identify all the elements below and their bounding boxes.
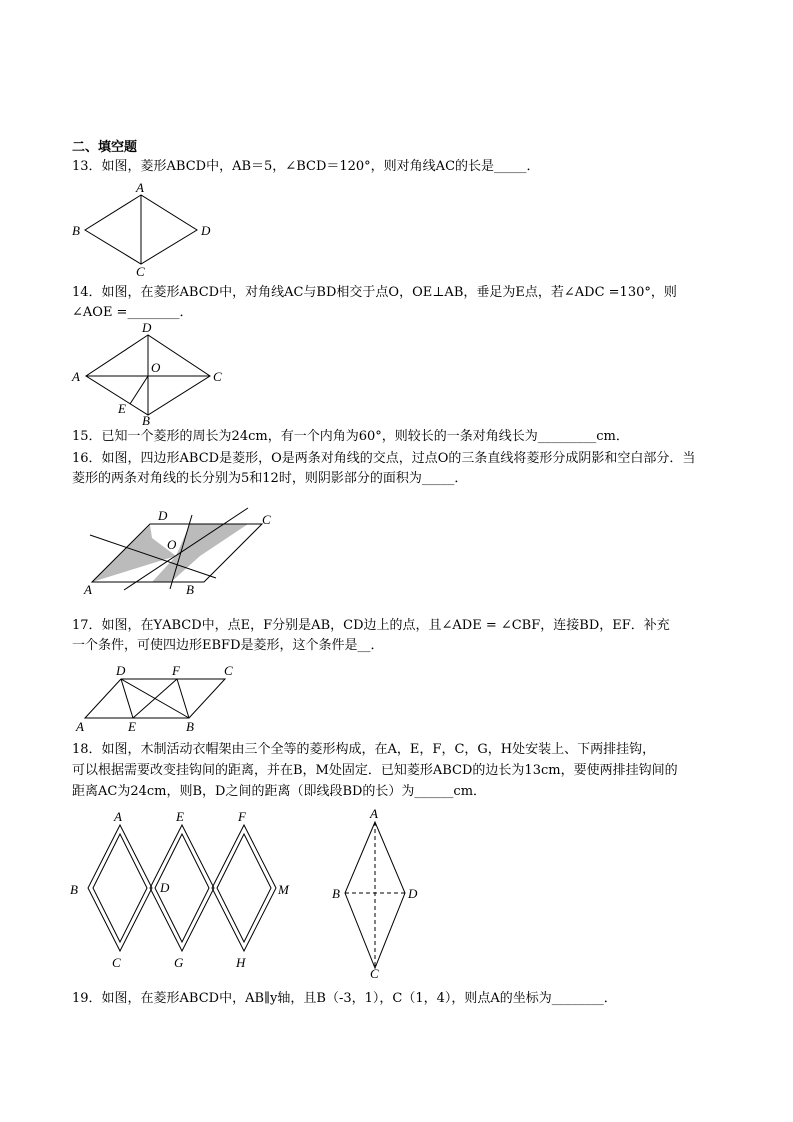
question-18-line-1: 18．如图，木制活动衣帽架由三个全等的菱形构成，在A，E，F，C，G，H处安装上、下两排挂钩，: [72, 742, 656, 757]
section-heading: 二、填空题: [72, 140, 138, 155]
question-14-line-1: 14．如图，在菱形ABCD中，对角线AC与BD相交于点O，OE⊥AB，垂足为E点，若∠ADC =130°，则: [72, 285, 677, 300]
label-E: E: [118, 401, 126, 416]
label-D: D: [408, 886, 418, 901]
label-M: M: [278, 882, 289, 897]
question-17-line-1: 17．如图，在ΥABCD中，点E，F分别是AB，CD边上的点，且∠ADE = ∠CBF，连接BD，EF．补充: [72, 618, 670, 633]
label-B: B: [332, 886, 340, 901]
label-A: A: [84, 582, 92, 597]
label-D: D: [116, 663, 126, 678]
label-B: B: [70, 882, 78, 897]
label-G: G: [174, 955, 184, 970]
question-16-line-2: 菱形的两条对角线的长分别为5和12时，则阴影部分的面积为_____．: [72, 471, 468, 486]
label-O: O: [167, 537, 177, 552]
label-E: E: [128, 719, 136, 734]
question-14-line-2: ∠AOE =________．: [72, 305, 193, 320]
label-D: D: [142, 320, 152, 335]
figure-q18-coat-rack: [66, 805, 306, 975]
label-A: A: [76, 719, 84, 734]
label-B: B: [142, 413, 150, 428]
label-B: B: [72, 223, 80, 238]
question-15-text: 15．已知一个菱形的周长为24cm，有一个内角为60°，则较长的一条对角线长为_________cm．: [72, 429, 629, 444]
label-C: C: [136, 264, 145, 279]
figure-q13-rhombus: [68, 180, 228, 280]
label-A: A: [136, 180, 144, 195]
label-H: H: [236, 955, 246, 970]
question-16-line-1: 16．如图，四边形ABCD是菱形，O是两条对角线的交点，过点O的三条直线将菱形分成阴影和空白部分．当: [72, 451, 696, 466]
label-F: F: [172, 663, 180, 678]
label-B: B: [186, 582, 194, 597]
label-D: D: [158, 508, 168, 523]
question-18-line-3: 距离AC为24cm，则B，D之间的距离（即线段BD的长）为______cm．: [72, 784, 487, 799]
label-O: O: [151, 360, 161, 375]
label-C: C: [370, 966, 379, 981]
label-C: C: [262, 512, 271, 527]
question-13-text: 13．如图，菱形ABCD中，AB＝5，∠BCD＝120°，则对角线AC的长是_____．: [72, 159, 540, 174]
question-17-line-2: 一个条件，可使四边形EBFD是菱形，这个条件是__．: [72, 638, 384, 653]
label-B: B: [186, 719, 194, 734]
label-D: D: [160, 880, 170, 895]
question-19-text: 19．如图，在菱形ABCD中，AB∥y轴，且B（-3，1），C（1，4），则点A的坐标为________．: [72, 991, 617, 1006]
label-F: F: [238, 809, 246, 824]
question-18-line-2: 可以根据需要改变挂钩间的距离，并在B，M处固定．已知菱形ABCD的边长为13cm，要使两排挂钩间的: [72, 763, 678, 778]
figure-q14-rhombus: [68, 320, 238, 428]
label-A: A: [370, 806, 378, 821]
label-A: A: [72, 369, 80, 384]
figure-q16-shaded-rhombus: [80, 505, 290, 600]
label-D: D: [201, 223, 211, 238]
label-A: A: [114, 809, 122, 824]
label-E: E: [176, 809, 184, 824]
label-C: C: [112, 955, 121, 970]
figure-q18-rhombus-abcd: [326, 805, 436, 980]
label-C: C: [213, 369, 222, 384]
label-C: C: [224, 663, 233, 678]
figure-q17-parallelogram: [68, 660, 248, 735]
